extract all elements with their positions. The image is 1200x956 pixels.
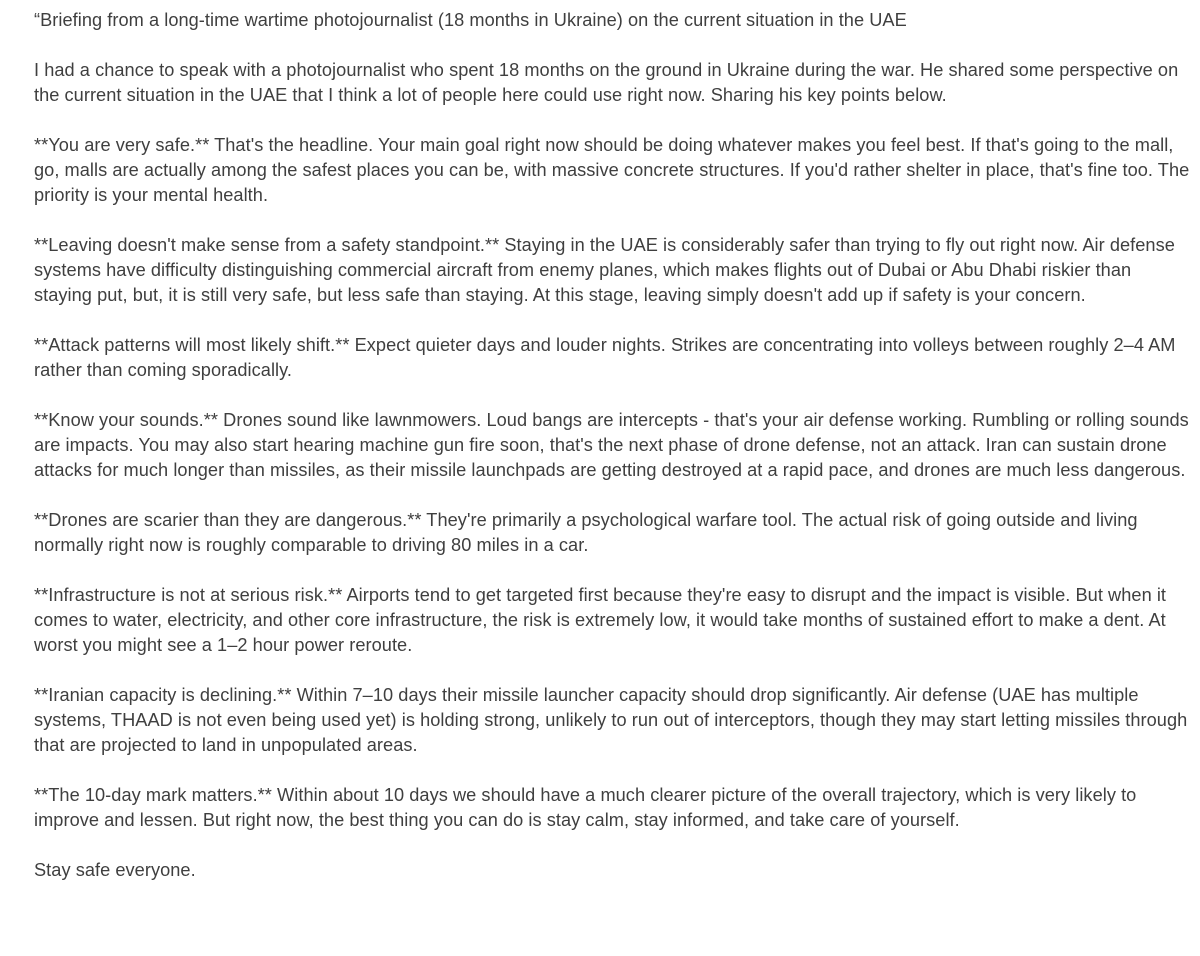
closing-paragraph: Stay safe everyone. [34, 860, 196, 880]
point-paragraph-infrastructure: **Infrastructure is not at serious risk.** Airports tend to get targeted first because they're easy to disrupt and the impact is visible. But when it comes to water, electricity, and other core infrastructure, the risk is extremely low, it would take months of sustained effort to make a dent. At worst you might see a 1–2 hour power reroute. [34, 585, 1167, 655]
point-paragraph-sounds: **Know your sounds.** Drones sound like lawnmowers. Loud bangs are intercepts - that's your air defense working. Rumbling or rolling sounds are impacts. You may also start hearing machine gun fire soon, that's the next phase of drone defense, not an attack. Iran can sustain drone attacks for much longer than missiles, as their missile launchpads are getting destroyed at a rapid pace, and drones are much less dangerous. [34, 410, 1189, 480]
document-body [34, 8, 1194, 883]
point-paragraph-attack-patterns: **Attack patterns will most likely shift.** Expect quieter days and louder nights. Strikes are concentrating into volleys between roughly 2–4 AM rather than coming sporadically. [34, 335, 1176, 380]
point-paragraph-capacity: **Iranian capacity is declining.** Within 7–10 days their missile launcher capacity should drop significantly. Air defense (UAE has multiple systems, THAAD is not even being used yet) is holding strong, unlikely to run out of interceptors, though they may start letting missiles through that are projected to land in unpopulated areas. [34, 685, 1188, 755]
document-title: “Briefing from a long-time wartime photojournalist (18 months in Ukraine) on the current situation in the UAE [34, 10, 907, 30]
point-paragraph-safety: **You are very safe.** That's the headline. Your main goal right now should be doing whatever makes you feel best. If that's going to the mall, go, malls are actually among the safest places you can be, with massive concrete structures. If you'd rather shelter in place, that's fine too. The priority is your mental health. [34, 135, 1190, 205]
point-paragraph-leaving: **Leaving doesn't make sense from a safety standpoint.** Staying in the UAE is considerably safer than trying to fly out right now. Air defense systems have difficulty distinguishing commercial aircraft from enemy planes, which makes flights out of Dubai or Abu Dhabi riskier than staying put, but, it is still very safe, but less safe than staying. At this stage, leaving simply doesn't add up if safety is your concern. [34, 235, 1175, 305]
intro-paragraph: I had a chance to speak with a photojournalist who spent 18 months on the ground in Ukraine during the war. He shared some perspective on the current situation in the UAE that I think a lot of people here could use right now. Sharing his key points below. [34, 60, 1179, 105]
point-paragraph-10-day-mark: **The 10-day mark matters.** Within about 10 days we should have a much clearer picture of the overall trajectory, which is very likely to improve and lessen. But right now, the best thing you can do is stay calm, stay informed, and take care of yourself. [34, 785, 1137, 830]
point-paragraph-drones: **Drones are scarier than they are dangerous.** They're primarily a psychological warfare tool. The actual risk of going outside and living normally right now is roughly comparable to driving 80 miles in a car. [34, 510, 1138, 555]
